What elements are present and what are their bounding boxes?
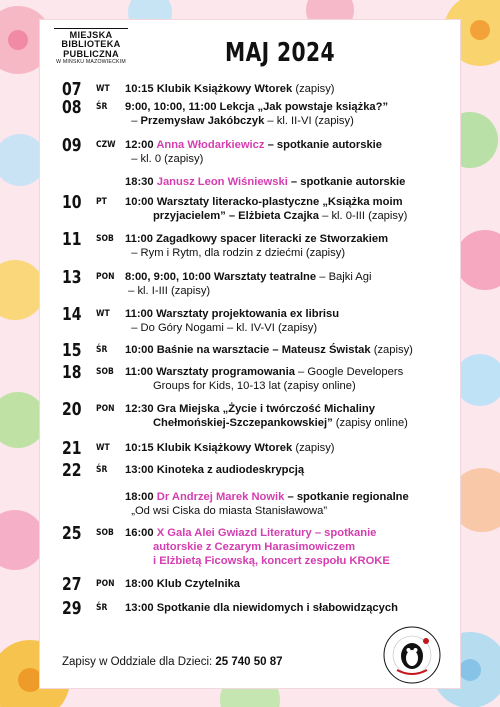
event-day: 14 — [62, 304, 82, 325]
event-weekday: PON — [96, 404, 115, 414]
logo-line-3: PUBLICZNA — [63, 48, 119, 59]
event-day: 21 — [62, 438, 82, 459]
event-line — [125, 504, 455, 518]
event-list — [40, 20, 460, 688]
event-text: – spotkanie autorskie — [287, 176, 406, 188]
event-text: 10:15 Klubik Książkowy Wtorek — [125, 442, 293, 454]
event-weekday: ŚR — [96, 102, 108, 112]
event-highlight-text: i Elżbietą Ficowską, koncert zespołu KROKE — [125, 555, 390, 567]
event-text: – — [125, 115, 141, 127]
event-text: Groups for Kids, 10-13 lat (zapisy online) — [125, 380, 356, 392]
event-text: 8:00, 9:00, 10:00 Warsztaty teatralne — [125, 271, 317, 283]
event-text: Chełmońskiej-Szczepankowskiej” — [125, 417, 333, 429]
schedule-card — [40, 20, 460, 688]
event-text: 12:00 — [125, 139, 157, 151]
event-line — [125, 526, 455, 540]
event-line — [125, 343, 455, 357]
event-day: 20 — [62, 399, 82, 420]
event-day: 10 — [62, 192, 82, 213]
event-text: 11:00 Warsztaty projektowania ex librisu — [125, 308, 340, 320]
event-highlight-text: Dr Andrzej Marek Nowik — [156, 491, 285, 503]
event-line — [125, 540, 455, 554]
logo-line-1: MIEJSKA — [69, 30, 113, 40]
event-line — [125, 365, 455, 379]
event-line — [125, 601, 455, 615]
event-line — [125, 114, 455, 128]
event-text: – kl. 0 (zapisy) — [125, 153, 204, 165]
footer-phone: 25 740 50 87 — [215, 656, 283, 668]
event-line — [125, 379, 455, 393]
event-text: 18:00 Klub Czytelnika — [125, 578, 241, 590]
event-line — [125, 246, 455, 260]
event-text: przyjacielem” – Elżbieta Czajka — [125, 210, 320, 222]
anniversary-seal-icon — [383, 626, 441, 684]
event-text: Przemysław Jakóbczyk — [140, 115, 265, 127]
event-line — [125, 209, 455, 223]
event-text: – Rym i Rytm, dla rodzin z dziećmi (zapisy) — [125, 247, 346, 259]
page-title: MAJ 2024 — [225, 38, 336, 68]
event-line — [125, 284, 455, 298]
event-line — [125, 577, 455, 591]
event-highlight-text: autorskie z Cezarym Harasimowiczem — [125, 541, 356, 553]
event-text: „Od wsi Ciska do miasta Stanisławowa” — [125, 505, 328, 517]
event-highlight-text: Janusz Leon Wiśniewski — [156, 176, 288, 188]
footer-label: Zapisy w Oddziale dla Dzieci: — [62, 656, 216, 668]
event-line — [125, 82, 455, 96]
event-day: 08 — [62, 97, 82, 118]
event-day: 18 — [62, 362, 82, 383]
event-day: 15 — [62, 340, 82, 361]
event-text: 13:00 Kinoteka z audiodeskrypcją — [125, 464, 305, 476]
event-text: (zapisy) — [292, 83, 335, 95]
event-weekday: PON — [96, 272, 115, 282]
event-text: – kl. II-VI (zapisy) — [264, 115, 354, 127]
event-day: 11 — [62, 229, 82, 250]
event-text: 18:30 — [125, 176, 157, 188]
event-text: – Do Góry Nogami – kl. IV-VI (zapisy) — [125, 322, 318, 334]
event-line — [125, 195, 455, 209]
event-text: 13:00 Spotkanie dla niewidomych i słabowidzących — [125, 602, 398, 614]
event-line — [125, 100, 455, 114]
event-weekday: SOB — [96, 528, 114, 538]
event-text: 18:00 — [125, 491, 157, 503]
event-text: 10:00 Warsztaty literacko-plastyczne „Książka moim — [125, 196, 403, 208]
event-weekday: PON — [96, 579, 115, 589]
event-line — [125, 416, 455, 430]
event-weekday: SOB — [96, 234, 114, 244]
event-day: 07 — [62, 79, 82, 100]
event-weekday: ŚR — [96, 603, 108, 613]
event-weekday: PT — [96, 197, 107, 207]
event-weekday: WT — [96, 443, 110, 453]
event-highlight-text: Anna Włodarkiewicz — [156, 139, 265, 151]
event-text: (zapisy) — [370, 344, 413, 356]
event-highlight-text: X Gala Alei Gwiazd Literatury – spotkanie — [156, 527, 377, 539]
event-text: – Bajki Agi — [316, 271, 372, 283]
event-weekday: CZW — [96, 140, 116, 150]
event-weekday: ŚR — [96, 465, 108, 475]
event-line — [125, 490, 455, 504]
event-text: 12:30 Gra Miejska „Życie i twórczość Michaliny — [125, 403, 375, 415]
event-text: 9:00, 10:00, 11:00 Lekcja „Jak powstaje książka?” — [125, 101, 389, 113]
event-line — [125, 232, 455, 246]
event-text: – kl. I-III (zapisy) — [125, 285, 211, 297]
event-line — [125, 463, 455, 477]
event-text: (zapisy online) — [332, 417, 408, 429]
logo-line-2: BIBLIOTEKA — [61, 39, 121, 50]
logo-line-4: W MIŃSKU MAZOWIECKIM — [56, 59, 126, 66]
event-text: (zapisy) — [292, 442, 335, 454]
event-day: 25 — [62, 523, 82, 544]
event-text: 11:00 Zagadkowy spacer literacki ze Stworzakiem — [125, 233, 389, 245]
event-text: – spotkanie autorskie — [264, 139, 382, 151]
event-text: 16:00 — [125, 527, 157, 539]
event-line — [125, 441, 455, 455]
event-weekday: SOB — [96, 367, 114, 377]
event-weekday: WT — [96, 84, 110, 94]
event-text: 10:15 Klubik Książkowy Wtorek — [125, 83, 293, 95]
event-line — [125, 554, 455, 568]
event-text: 11:00 Warsztaty programowania — [125, 366, 295, 378]
event-line — [125, 321, 455, 335]
event-text: – kl. 0-III (zapisy) — [319, 210, 408, 222]
event-line — [125, 138, 455, 152]
event-line — [125, 307, 455, 321]
event-line — [125, 270, 455, 284]
event-text: – spotkanie regionalne — [284, 491, 409, 503]
event-text: 10:00 Baśnie na warsztacie – Mateusz Świstak — [125, 344, 371, 356]
event-weekday: WT — [96, 309, 110, 319]
event-day: 22 — [62, 460, 82, 481]
event-day: 27 — [62, 574, 82, 595]
event-line — [125, 175, 455, 189]
event-day: 09 — [62, 135, 82, 156]
event-day: 29 — [62, 598, 82, 619]
event-day: 13 — [62, 267, 82, 288]
event-line — [125, 402, 455, 416]
event-text: – Google Developers — [294, 366, 404, 378]
event-weekday: ŚR — [96, 345, 108, 355]
event-line — [125, 152, 455, 166]
footer-signup — [62, 656, 283, 668]
